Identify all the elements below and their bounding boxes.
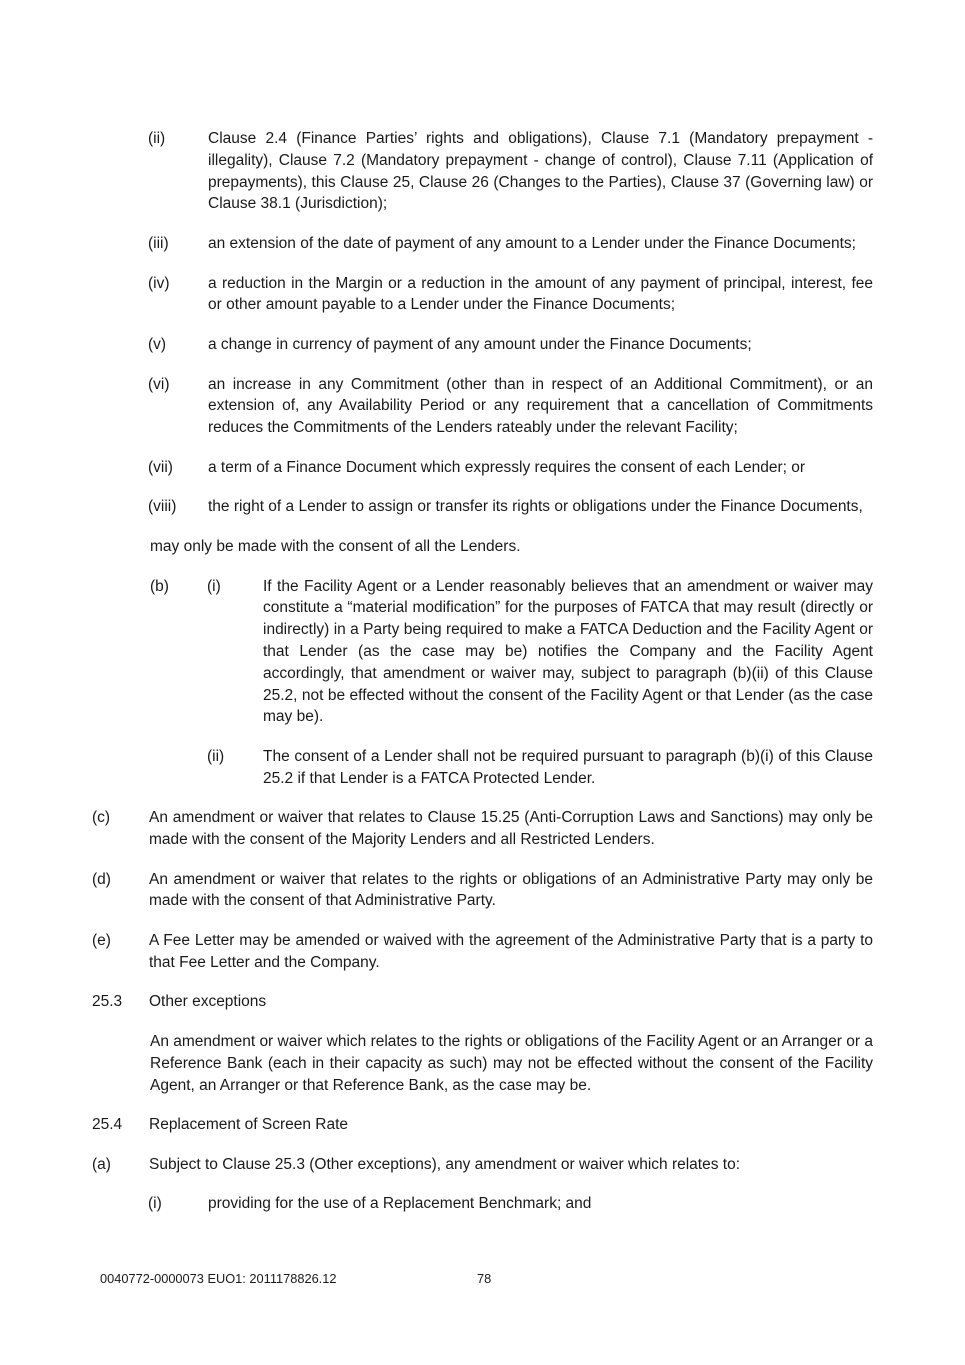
document-body [92, 128, 873, 1215]
clause-item-marker: (viii) [148, 498, 177, 516]
clause-item-marker: (ii) [148, 130, 166, 147]
doc-reference: 0040772-0000073 EUO1: 2011178826.12 [100, 1271, 337, 1286]
clause-item-d [92, 869, 873, 913]
section-number: 25.3 [92, 993, 123, 1011]
clause-item-marker: (ii) [207, 747, 225, 765]
clause-item-i [148, 1193, 873, 1215]
section-title: Replacement of Screen Rate [149, 1116, 349, 1134]
clause-item-marker: (d) [92, 870, 111, 888]
clause-item-v [148, 334, 873, 356]
section-title: Other exceptions [149, 993, 267, 1011]
clause-item-vi [148, 374, 873, 439]
section-heading-25-3 [92, 991, 873, 1013]
clause-item-text: a change in currency of payment of any amount under the Finance Documents; [208, 335, 752, 353]
clause-item-ii [148, 128, 873, 215]
section-paragraph-text: An amendment or waiver which relates to the rights or obligations of the Facility Agent or an Arranger or a Reference Bank (each in their capacity as such) may not be effected without the consent of the Facility Agent, an Arranger or that Reference Bank, as the case may be. [150, 1033, 873, 1094]
clause-item-marker: (v) [148, 335, 167, 353]
clause-item-viii [148, 496, 873, 518]
clause-item-iii [148, 233, 873, 255]
clause-item-text: the right of a Lender to assign or transfer its rights or obligations under the Finance Documents, [208, 498, 863, 516]
clause-item-text: a term of a Finance Document which expressly requires the consent of each Lender; or [208, 458, 806, 476]
clause-item-marker: (i) [148, 1195, 162, 1213]
clause-item-text: a reduction in the Margin or a reduction in the amount of any payment of principal, interest, fee or other amount payable to a Lender under the Finance Documents; [208, 274, 873, 314]
clause-item-marker: (vii) [148, 458, 173, 476]
clause-item-marker: (e) [92, 932, 111, 950]
clause-continuation [150, 536, 873, 558]
clause-continuation-text: may only be made with the consent of all the Lenders. [150, 537, 521, 555]
clause-item-text: An amendment or waiver that relates to Clause 15.25 (Anti-Corruption Laws and Sanctions) may only be made with the consent of the Majority Lenders and all Restricted Lenders. [149, 809, 873, 849]
clause-item-b-ii [207, 746, 873, 790]
clause-item-text: A Fee Letter may be amended or waived with the agreement of the Administrative Party that is a party to that Fee Letter and the Company. [149, 932, 873, 971]
clause-item-text: The consent of a Lender shall not be required pursuant to paragraph (b)(i) of this Clause 25.2 if that Lender is a FATCA Protected Lender. [263, 747, 873, 787]
clause-item-vii [148, 457, 873, 479]
clause-item-text: If the Facility Agent or a Lender reasonably believes that an amendment or waiver may constitute a “material modification” for the purposes of FATCA that may result (directly or indirectly) in a Party being required to make a FATCA Deduction and the Facility Agent or that Lender (as the case may be) notifies the Company and the Facility Agent accordingly, that amendment or waiver may, subject to paragraph (b)(ii) of this Clause 25.2, not be effected without the consent of the Facility Agent or that Lender (as the case may be). [263, 577, 873, 726]
clause-item-c [92, 807, 873, 851]
clause-item-marker: (c) [92, 809, 111, 827]
clause-item-marker: (a) [92, 1155, 111, 1173]
section-number: 25.4 [92, 1116, 123, 1134]
clause-item-marker: (vi) [148, 375, 170, 393]
clause-item-e [92, 930, 873, 974]
clause-item-text: providing for the use of a Replacement Benchmark; and [208, 1195, 592, 1213]
clause-item-marker-inner: (i) [207, 577, 221, 595]
page-number: 78 [477, 1271, 492, 1286]
clause-item-marker-outer: (b) [150, 577, 169, 595]
clause-item-b-i [150, 576, 873, 729]
clause-item-text: Subject to Clause 25.3 (Other exceptions), any amendment or waiver which relates to: [149, 1155, 741, 1173]
clause-item-text: an extension of the date of payment of any amount to a Lender under the Finance Documents; [208, 234, 856, 252]
clause-item-text: An amendment or waiver that relates to the rights or obligations of an Administrative Party may only be made with the consent of that Administrative Party. [149, 870, 873, 910]
clause-item-marker: (iv) [148, 274, 170, 292]
section-paragraph [150, 1031, 873, 1096]
clause-item-text: an increase in any Commitment (other than in respect of an Additional Commitment), or an extension of, any Availability Period or any requirement that a cancellation of Commitments reduces the Commitments of the Lenders rateably under the relevant Facility; [208, 375, 873, 437]
clause-item-text: Clause 2.4 (Finance Parties’ rights and obligations), Clause 7.1 (Mandatory prepayment - illegality), Clause 7.2 (Mandatory prepayment - change of control), Clause 7.11 (Application of prepayments), this Clause 25, Clause 26 (Changes to the Parties), Clause 37 (Governing law) or Clause 38.1 (Jurisdiction); [208, 130, 873, 213]
section-heading-25-4 [92, 1114, 873, 1136]
clause-item-iv [148, 273, 873, 317]
clause-item-a [92, 1154, 873, 1176]
clause-item-marker: (iii) [148, 234, 169, 252]
